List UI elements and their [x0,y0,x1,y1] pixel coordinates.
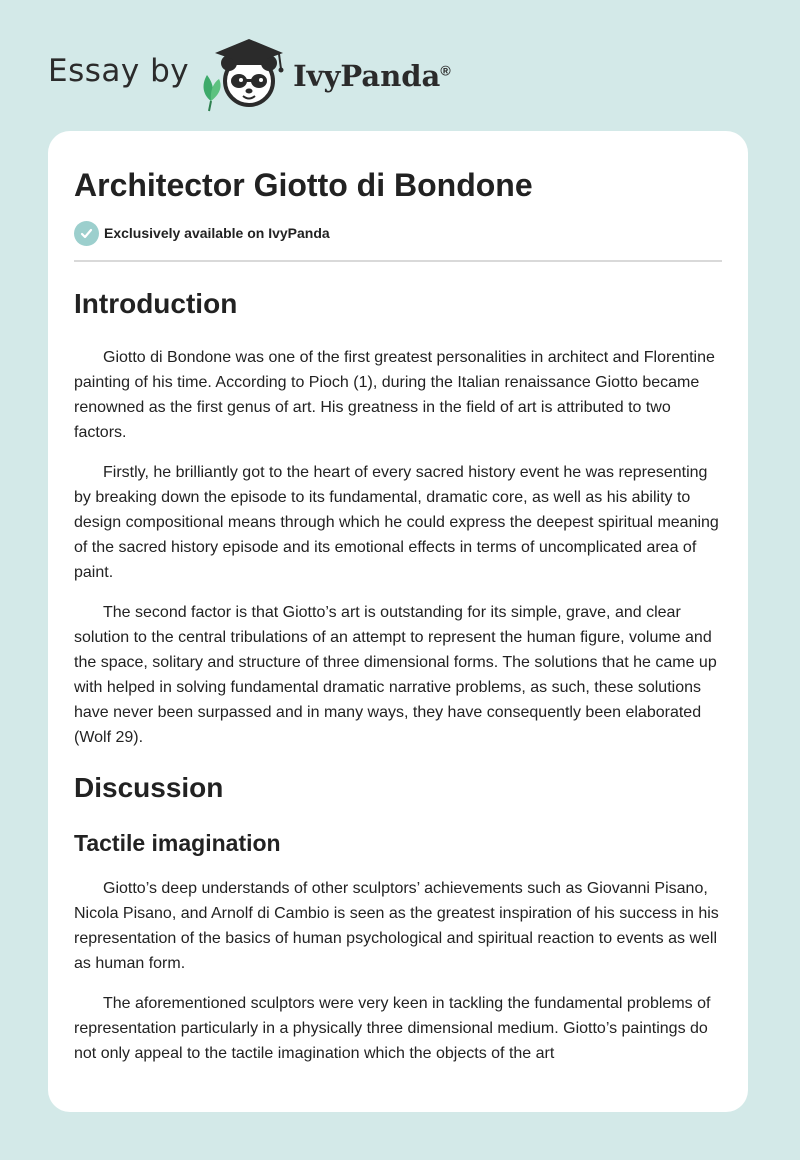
title-divider [74,260,722,262]
exclusive-badge-label: Exclusively available on IvyPanda [104,225,330,241]
exclusive-badge [74,220,722,246]
panda-graduate-icon[interactable] [199,35,291,113]
section-heading-introduction: Introduction [74,288,238,319]
paragraph: Giotto di Bondone was one of the first greatest personalities in architect and Florentine painting of his time. According to Pioch (1), during the Italian renaissance Giotto became renowned as the first genus of art. His greatness in the field of art is attributed to two factors. [74,349,715,441]
registered-mark: ® [440,62,451,79]
brand-name: IvyPanda [293,59,441,93]
essay-by-label: Essay by [48,53,190,89]
site-header [48,34,451,114]
paragraph: The aforementioned sculptors were very keen in tackling the fundamental problems of representation particularly in a physically three dimensional medium. Giotto’s paintings do not only appeal to the tactile imagination which the objects of the art [74,995,711,1062]
brand-logo-text[interactable] [293,59,451,93]
check-circle-icon [74,221,99,246]
essay-card [48,131,748,1112]
paragraph: The second factor is that Giotto’s art is outstanding for its simple, grave, and clear solution to the central tribulations of an attempt to represent the human figure, volume and the space, solitary and structure of three dimensional forms. The solutions that he came up with helped in solving fundamental dramatic narrative problems, as such, these solutions have never been surpassed and in many ways, they have consequently been elaborated (Wolf 29). [74,604,717,746]
subsection-heading-tactile-imagination: Tactile imagination [74,830,281,856]
section-heading-discussion: Discussion [74,772,224,803]
paragraph: Giotto’s deep understands of other sculptors’ achievements such as Giovanni Pisano, Nicola Pisano, and Arnolf di Cambio is seen as the greatest inspiration of his success in his representation of the basics of human psychological and spiritual reaction to events as well as human form. [74,880,719,972]
page-title: Architector Giotto di Bondone [74,167,533,203]
paragraph: Firstly, he brilliantly got to the heart of every sacred history event he was representing by breaking down the episode to its fundamental, dramatic core, as well as his ability to design compositional means through which he could express the deepest spiritual meaning of the sacred history episode and its emotional effects in terms of uncomplicated area of paint. [74,464,719,581]
